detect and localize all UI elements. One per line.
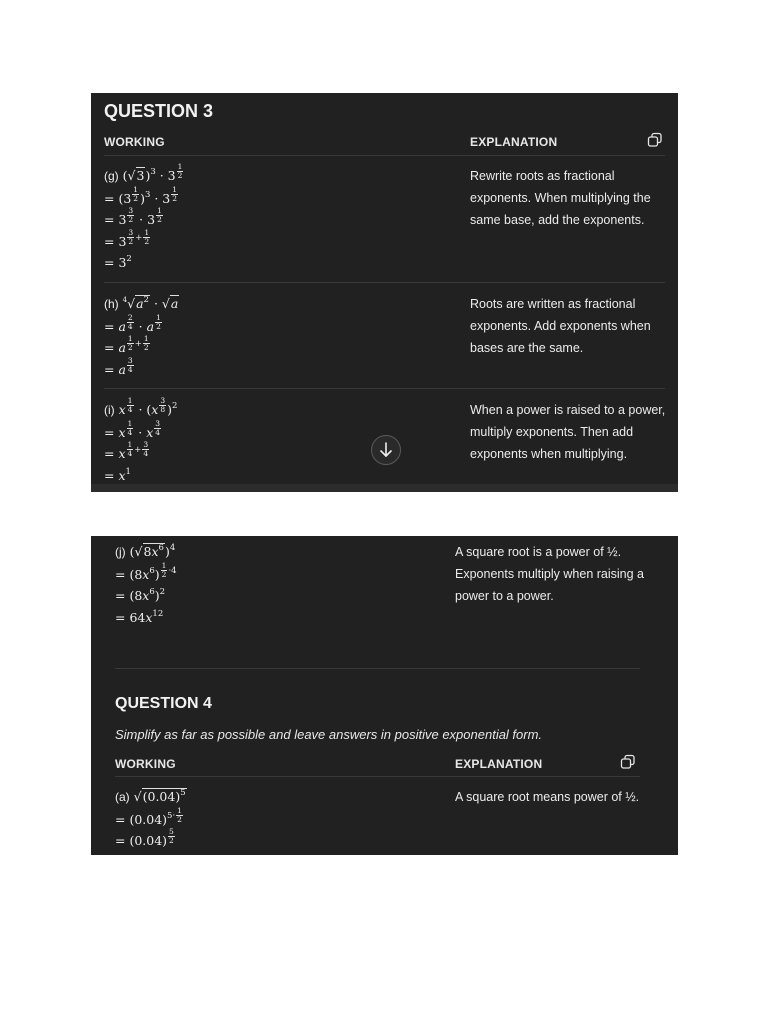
question-3-title: QUESTION 3 — [104, 101, 214, 121]
working-header: WORKING — [104, 135, 165, 149]
row-divider — [104, 282, 665, 283]
header-divider — [115, 776, 640, 777]
item-label-h: (h) — [104, 297, 119, 311]
copy-icon[interactable] — [647, 132, 663, 148]
item-label-i: (i) — [104, 403, 115, 417]
working-a: (a) $√(0.04)^5$ = $(0.04)^{5\cdot}$ $\frac{1}{2}$ = (0.04) $\frac{5}{2}$ — [115, 788, 186, 848]
explanation-g: Rewrite roots as fractional exponents. When multiplying the same base, add the exponents. — [470, 169, 651, 227]
working-i: (i) x $\frac{1}{4}$ · (x $\frac{3}{8}$ )$^2$ = x $\frac{1}{4}$ · x $\frac{3}{4}$ = x $\frac{1}{4}$ + $\frac{3}{4}$ = $x^1$ — [104, 396, 178, 483]
item-label-g: (g) — [104, 169, 119, 183]
item-label-j: (j) — [115, 545, 126, 559]
explanation-header: EXPLANATION — [455, 757, 543, 771]
question-4-title: QUESTION 4 — [115, 695, 212, 712]
scroll-down-button[interactable] — [371, 435, 401, 465]
explanation-h: Roots are written as fractional exponents. Add exponents when bases are the same. — [470, 297, 651, 355]
working-g: (g) $(√3)^3 \cdot 3$ $\frac{1}{2}$ = (3 $\frac{1}{2}$ )$^3$ · 3 $\frac{1}{2}$ = 3 $\frac{3}{2}$ · 3 $\frac{1}{2}$ = 3 $\frac{3}{2}$ + $\frac{1}{2}$ = $3^2$ — [104, 162, 183, 270]
explanation-a: A square root means power of ½. — [455, 790, 640, 804]
explanation-header: EXPLANATION — [470, 135, 558, 149]
working-header: WORKING — [115, 757, 176, 771]
explanation-j: A square root is a power of ½. Exponents multiply when raising a power to a power. — [455, 545, 644, 603]
copy-icon[interactable] — [620, 754, 636, 770]
chat-response-panel-2 — [91, 536, 678, 855]
row-divider — [104, 388, 665, 389]
item-label-a: (a) — [115, 790, 130, 804]
section-divider — [115, 668, 640, 669]
question-4-instruction: Simplify as far as possible and leave answers in positive exponential form. — [115, 727, 543, 742]
chat-response-panel-1 — [91, 93, 678, 492]
explanation-i: When a power is raised to a power, multiply exponents. Then add exponents when multiplying. — [470, 403, 666, 461]
panel-bottom-edge — [91, 484, 678, 492]
working-j: (j) $(√8x^6)^4$ = $(8x^6)$ $\frac{1}{2}$ $^{\cdot 4}$ = $(8x^6)^2$ = $64x^{12}$ — [115, 543, 177, 625]
arrow-down-icon — [372, 436, 400, 464]
working-h: (h) $^4√a^2 \cdot √a$ = a $\frac{2}{4}$ · a $\frac{1}{2}$ = a $\frac{1}{2}$ + $\frac{1}{2}$ = a $\frac{3}{4}$ — [104, 295, 179, 377]
header-divider — [104, 155, 665, 156]
